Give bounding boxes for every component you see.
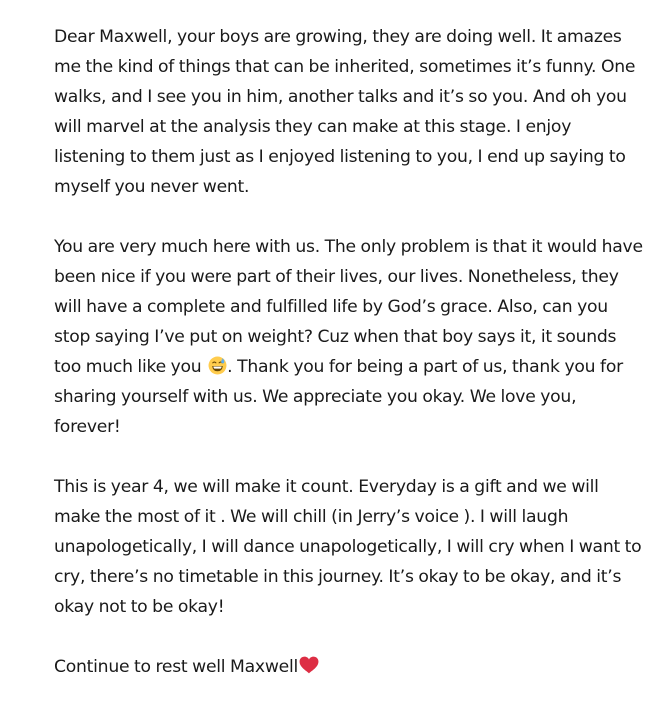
paragraph-2: [54, 232, 644, 442]
grinning-face-with-sweat-icon: [208, 355, 227, 374]
closing-line-text: Continue to rest well Maxwell: [54, 657, 298, 677]
paragraph-3: This is year 4, we will make it count. Everyday is a gift and we will make the most of it . We will chill (in Jerry’s voice ). I will laugh unapologetically, I will dance unapologetically, I will cry when I want to cry, there’s no timetable in this journey. It’s okay to be okay, and it’s okay not to be okay!: [54, 477, 642, 617]
paragraph-4: [54, 652, 644, 682]
paragraph-2-text-end: . Thank you for being a part of us, thank you for sharing yourself with us. We appreciate you okay. We love you, forever!: [54, 357, 623, 437]
paragraph-2-text-start: You are very much here with us. The only problem is that it would have been nice if you were part of their lives, our lives. Nonetheless, they will have a complete and fulfilled life by God’s grace. Also, can you stop saying I’ve put on weight? Cuz when that boy says it, it sounds too much like you: [54, 237, 643, 377]
red-heart-icon: [299, 654, 319, 672]
paragraph-1: Dear Maxwell, your boys are growing, they are doing well. It amazes me the kind of things that can be inherited, sometimes it’s funny. One walks, and I see you in him, another talks and it’s so you. And oh you will marvel at the analysis they can make at this stage. I enjoy listening to them just as I enjoyed listening to you, I end up saying to myself you never went.: [54, 27, 636, 197]
article-body: [54, 22, 644, 712]
